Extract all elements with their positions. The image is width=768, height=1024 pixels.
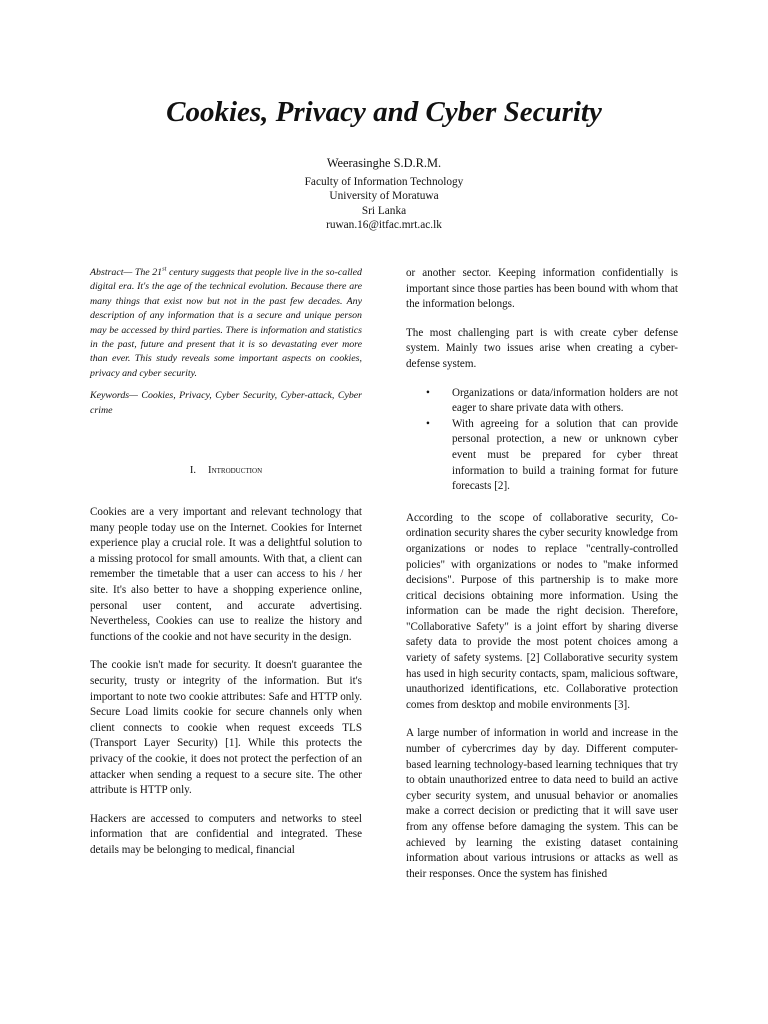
paper-title: Cookies, Privacy and Cyber Security: [166, 96, 602, 128]
abstract-text-a: The 21: [132, 267, 163, 278]
author-affiliation-faculty: Faculty of Information Technology: [304, 176, 464, 188]
author-name: Weerasinghe S.D.R.M.: [326, 156, 442, 170]
right-column: [406, 266, 678, 895]
section-title: Introduction: [208, 465, 263, 477]
bullet-symbol: •: [426, 417, 430, 430]
abstract-label: Abstract—: [90, 267, 133, 278]
left-column: [90, 266, 362, 872]
keywords-label: Keywords—: [90, 390, 138, 402]
author-affiliation-university: University of Moratuwa: [329, 190, 439, 203]
intro-paragraph-2: The cookie isn't made for security. It doesn't guarantee the security, trusty or integrity of the information. But it's important to note two cookie attributes: Safe and HTTP only. Secure Load limits cookie for secure channels only when client connects to cookie when request exceeds TLS (Transport Layer Security) [1]. While this protects the privacy of the cookie, it does not protect the perfection of an attacker when sending a request to a secure site. The other attribute is HTTP only.: [90, 659, 362, 797]
right-paragraph-2: The most challenging part is with create cyber defense system. Mainly two issues arise when creating a cyber-defense system.: [406, 326, 678, 370]
author-affiliation-country: Sri Lanka: [361, 204, 407, 217]
abstract-text-b: century suggests that people live in the so-called digital era. It's the age of the technical evolution. Because there are many things that exist now but not in the past few decades. Any description of any information that is a secure and unique person may be accessed by third parties. There is information and statistics in the past, future and present that it is so devastating ever more than ever. This study reveals some important aspects on cookies, privacy and cyber security.: [90, 267, 362, 379]
author-block: [0, 154, 768, 232]
intro-paragraph-3: Hackers are accessed to computers and networks to steel information that are confidential and integrated. These details may be belonging to medical, financial: [90, 812, 362, 856]
right-paragraph-1: or another sector. Keeping information confidentially is important since those parties has been bound with whom that the information belongs.: [406, 267, 678, 311]
right-paragraph-4: A large number of information in world and increase in the number of cybercrimes day by day. Different computer-based learning technology-based learning techniques that try to obtain unauthorized entree to data need to build an active cyber security system, and unusual behavior or anomalies make a correct decision or predicting that it will save user from any offense before damaging the system. This can be achieved by learning the existing dataset containing information about various intrusions or attacks as well as their responses. Once the system has finished: [406, 727, 678, 880]
list-item-text: With agreeing for a solution that can provide personal protection, a new or unknown cyber event must be prepared for cyber threat information to build a training format for future forecasts [2].: [452, 417, 678, 493]
intro-paragraph-1: Cookies are a very important and relevant technology that many people today use on the Internet. Cookies for Internet experience play a crucial role. It was a delightful solution to a missing protocol for small amounts. With that, a client can remember the timetable that a user can access to his / her site. It's also better to have a shopping experience online, personal user content, and accurate advertising. Nevertheless, Cookies can use to realize the history and functions of the cookie and not have security in the design.: [90, 506, 362, 643]
keywords-text: Cookies, Privacy, Cyber Security, Cyber-attack, Cyber crime: [90, 390, 362, 416]
abstract: [90, 266, 362, 381]
abstract-superscript: st: [162, 265, 167, 273]
section-heading-introduction: [90, 464, 362, 478]
right-paragraph-3: According to the scope of collaborative security, Co-ordination security shares the cyber security knowledge from organizations or nodes to replace "centrally-controlled policies" with organizations or nodes to "make informed decisions". Purpose of this partnership is to make more critical decisions obtaining more information. Using the information can be made the right decision. Therefore, "Collaborative Safety" is a joint effort by sharing diverse safety data to provide the most potent choices among a variety of safety systems. [2] Collaborative security system has used in high security contacts, spam, malicious software, unauthorized identifications, etc. Collaborative protection comes from desktop and mobile environments [3].: [406, 511, 678, 711]
keywords: [90, 389, 362, 418]
section-number: I.: [189, 465, 197, 477]
list-item-text: Organizations or data/information holders are not eager to share private data with others.: [452, 386, 678, 415]
bullet-symbol: •: [426, 386, 430, 399]
list-item: [406, 386, 678, 417]
author-email: ruwan.16@itfac.mrt.ac.lk: [326, 218, 442, 231]
issues-list: [406, 386, 678, 495]
list-item: [406, 417, 678, 495]
